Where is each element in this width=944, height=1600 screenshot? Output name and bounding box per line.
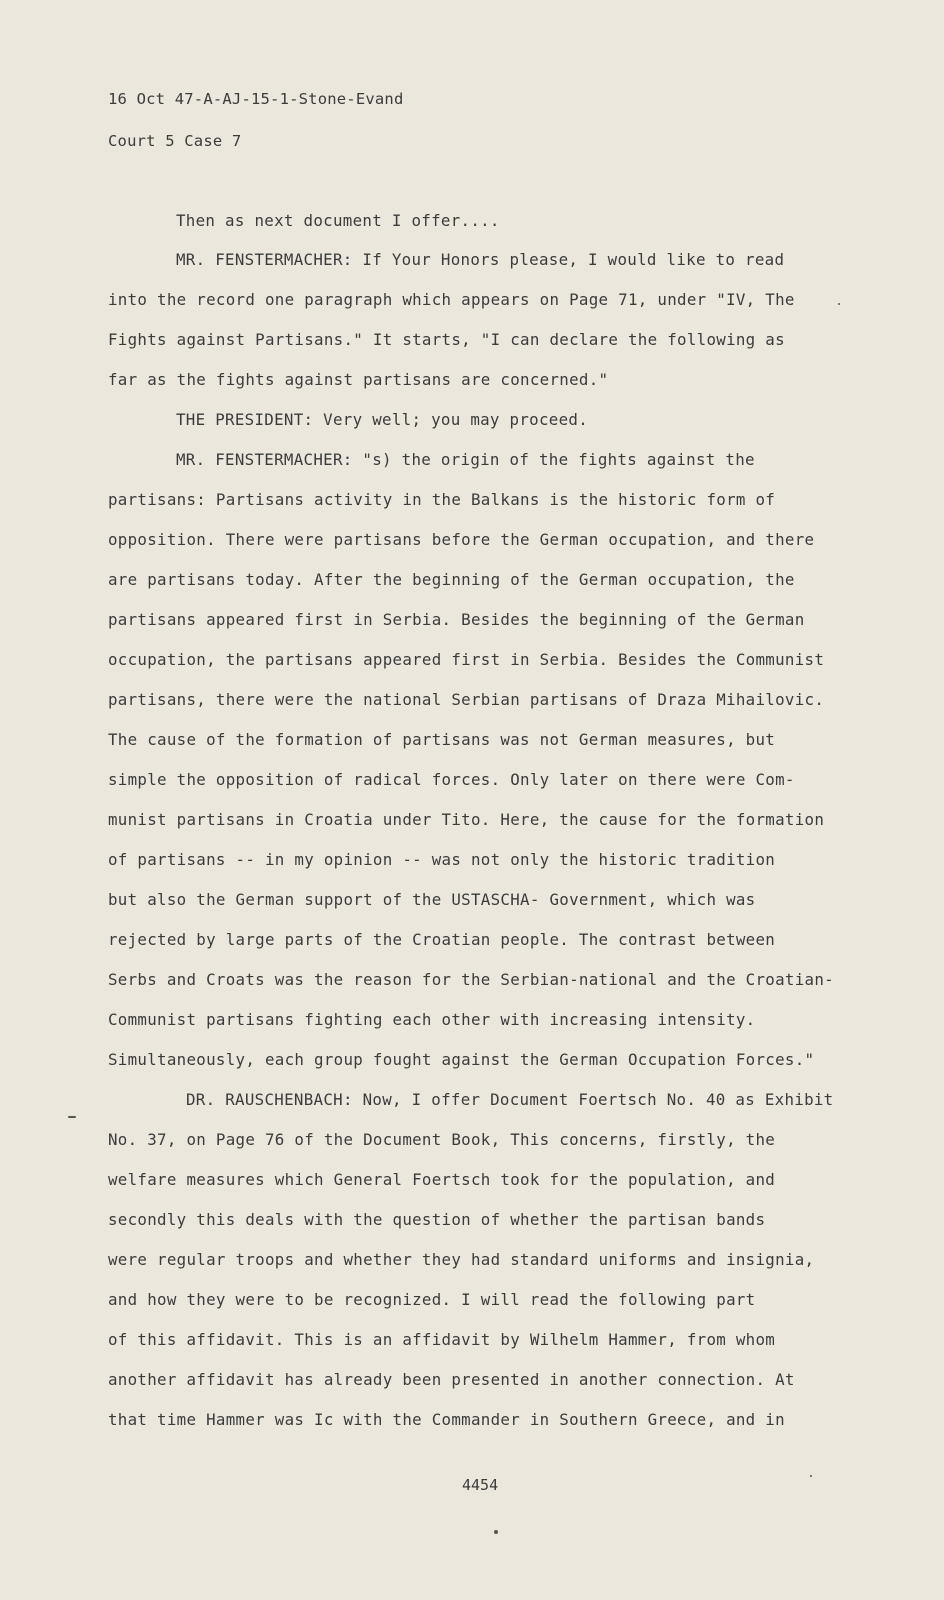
text-line: DR. RAUSCHENBACH: Now, I offer Document Foertsch No. 40 as Exhibit [186, 1090, 834, 1109]
text-line: of partisans -- in my opinion -- was not only the historic tradition [108, 850, 776, 869]
header-reference: 16 Oct 47-A-AJ-15-1-Stone-Evand [108, 90, 404, 108]
text-line: Serbs and Croats was the reason for the Serbian-national and the Croatian- [108, 970, 834, 989]
text-line: occupation, the partisans appeared first in Serbia. Besides the Communist [108, 650, 825, 669]
text-line: into the record one paragraph which appears on Page 71, under "IV, The [108, 290, 795, 309]
text-line: secondly this deals with the question of whether the partisan bands [108, 1210, 766, 1229]
paper-speck [494, 1530, 498, 1534]
paper-speck [68, 1116, 76, 1118]
text-line: were regular troops and whether they had standard uniforms and insignia, [108, 1250, 815, 1269]
text-line: Fights against Partisans." It starts, "I can declare the following as [108, 330, 785, 349]
text-line: rejected by large parts of the Croatian people. The contrast between [108, 930, 776, 949]
header-court-case: Court 5 Case 7 [108, 132, 242, 150]
text-line: Then as next document I offer.... [176, 211, 500, 230]
text-line: The cause of the formation of partisans was not German measures, but [108, 730, 776, 749]
paper-speck [838, 303, 840, 305]
text-line: simple the opposition of radical forces. Only later on there were Com- [108, 770, 795, 789]
text-line: of this affidavit. This is an affidavit by Wilhelm Hammer, from whom [108, 1330, 776, 1349]
text-line: MR. FENSTERMACHER: "s) the origin of the fights against the [176, 450, 755, 469]
text-line: far as the fights against partisans are concerned." [108, 370, 609, 389]
page-number: 4454 [462, 1476, 499, 1494]
text-line: but also the German support of the USTASCHA- Government, which was [108, 890, 756, 909]
text-line: MR. FENSTERMACHER: If Your Honors please, I would like to read [176, 250, 785, 269]
text-line: are partisans today. After the beginning of the German occupation, the [108, 570, 795, 589]
text-line: and how they were to be recognized. I will read the following part [108, 1290, 756, 1309]
text-line: that time Hammer was Ic with the Commander in Southern Greece, and in [108, 1410, 785, 1429]
text-line: THE PRESIDENT: Very well; you may proceed. [176, 410, 589, 429]
paper-speck [810, 1475, 812, 1477]
text-line: partisans, there were the national Serbian partisans of Draza Mihailovic. [108, 690, 825, 709]
text-line: Simultaneously, each group fought against the German Occupation Forces." [108, 1050, 815, 1069]
text-line: partisans appeared first in Serbia. Besides the beginning of the German [108, 610, 805, 629]
text-line: Communist partisans fighting each other with increasing intensity. [108, 1010, 756, 1029]
text-line: another affidavit has already been presented in another connection. At [108, 1370, 795, 1389]
text-line: partisans: Partisans activity in the Balkans is the historic form of [108, 490, 776, 509]
text-line: munist partisans in Croatia under Tito. Here, the cause for the formation [108, 810, 825, 829]
text-line: No. 37, on Page 76 of the Document Book, This concerns, firstly, the [108, 1130, 776, 1149]
text-line: welfare measures which General Foertsch took for the population, and [108, 1170, 776, 1189]
text-line: opposition. There were partisans before the German occupation, and there [108, 530, 815, 549]
